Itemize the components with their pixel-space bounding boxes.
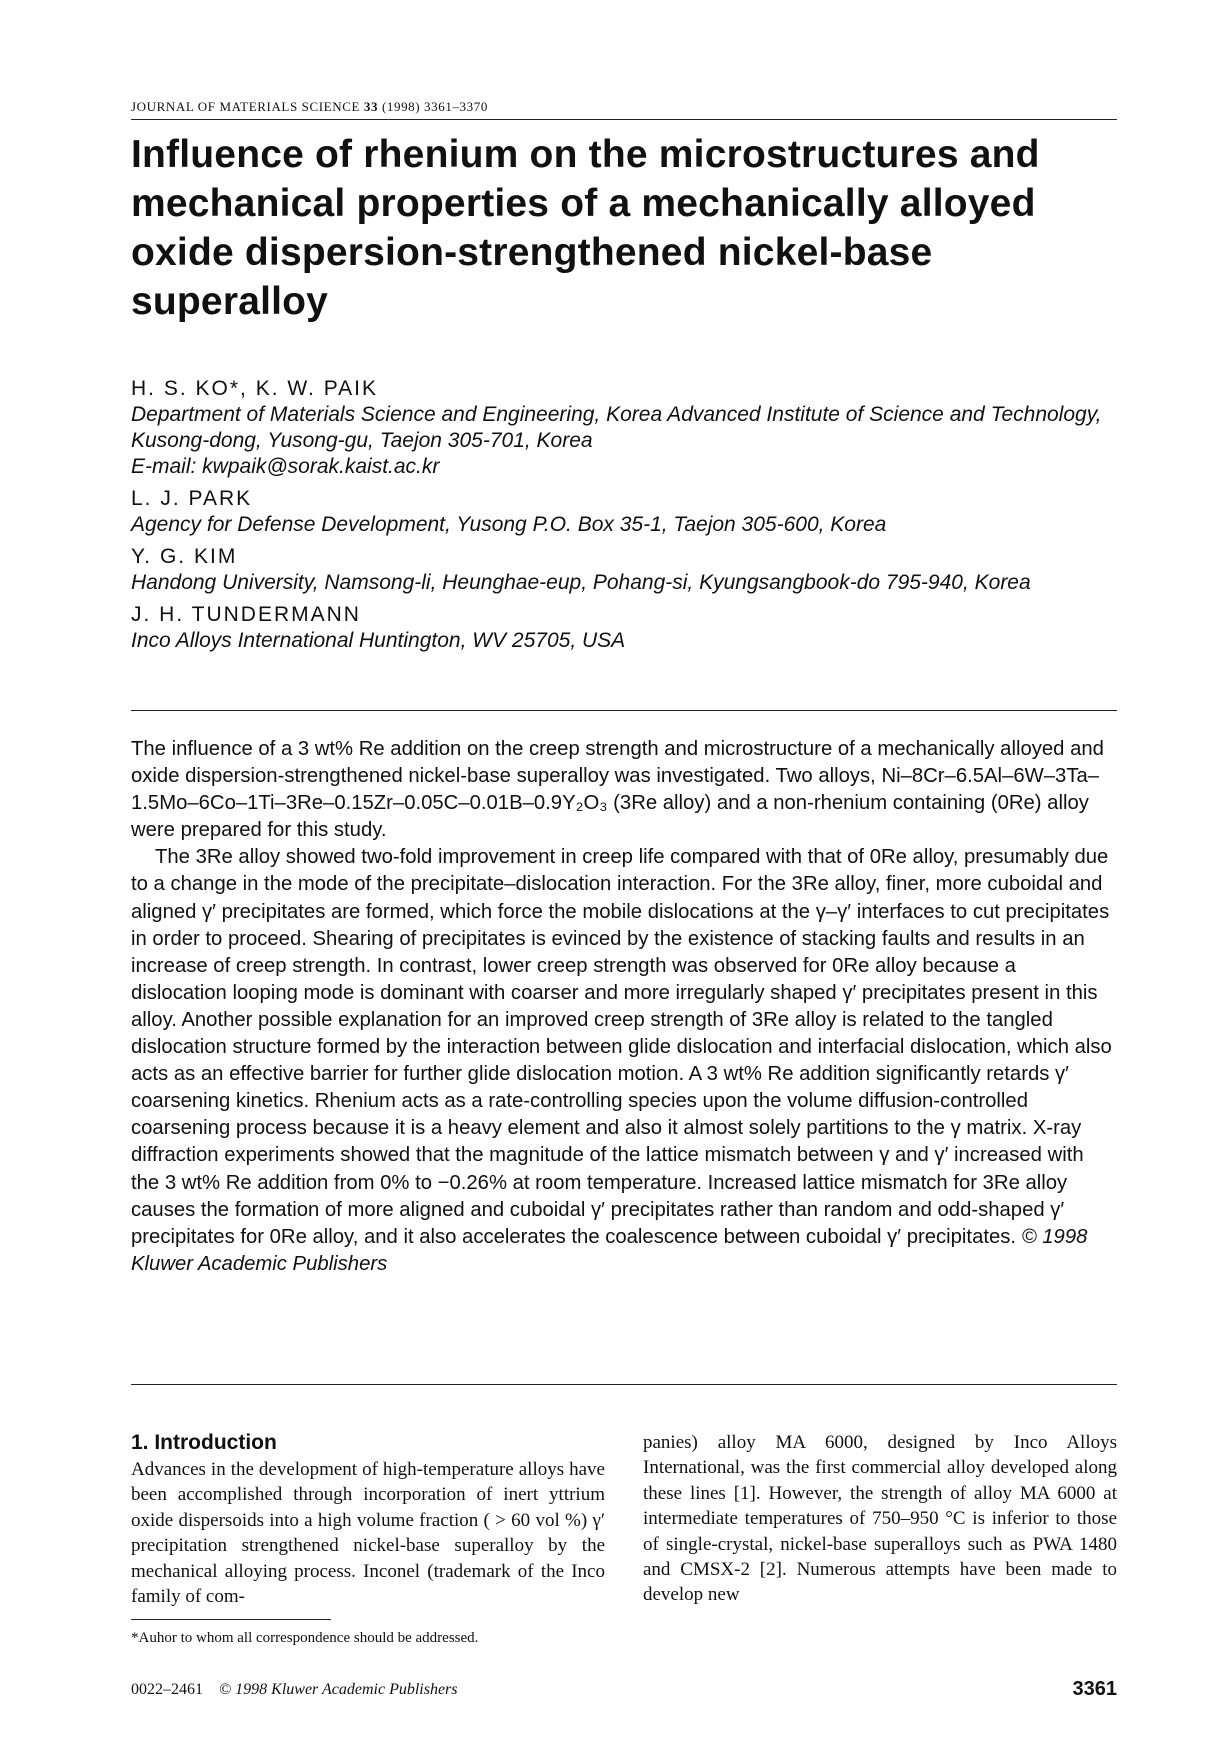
author-affiliation: Department of Materials Science and Engineering, Korea Advanced Institute of Science and Technology, Kusong-dong, Yusong-gu, Taejon 305-701, Korea xyxy=(131,403,1102,452)
left-column xyxy=(131,1430,605,1609)
author-name: H. S. KO*, K. W. PAIK xyxy=(131,377,378,400)
intro-text-right: panies) alloy MA 6000, designed by Inco Alloys International, was the first commercial alloy developed along these lines [1]. However, the strength of alloy MA 6000 at intermediate temperatures of 750–950 °C is inferior to those of single-crystal, nickel-base superalloys such as PWA 1480 and CMSX-2 [2]. Numerous attempts have been made to develop new xyxy=(643,1432,1117,1606)
abstract-copyright: © 1998 Kluwer Academic Publishers xyxy=(131,1225,1088,1275)
author-block xyxy=(131,486,1117,538)
footnote: *Auhor to whom all correspondence should be addressed. xyxy=(131,1630,479,1646)
author-name: Y. G. KIM xyxy=(131,545,238,568)
author-list xyxy=(131,376,1117,660)
journal-year-pages: (1998) 3361–3370 xyxy=(381,99,488,114)
journal-header xyxy=(131,99,488,115)
abstract-paragraph-2 xyxy=(131,844,1117,1278)
abstract xyxy=(131,736,1117,1278)
footnote-rule xyxy=(131,1619,331,1620)
page-number: 3361 xyxy=(1072,1678,1117,1700)
header-rule xyxy=(131,119,1117,120)
abstract-top-rule xyxy=(131,710,1117,711)
author-affiliation: Handong University, Namsong-li, Heunghae-eup, Pohang-si, Kyungsangbook-do 795-940, Korea xyxy=(131,571,1031,594)
author-email: E-mail: kwpaik@sorak.kaist.ac.kr xyxy=(131,455,440,478)
journal-name: JOURNAL OF MATERIALS SCIENCE xyxy=(131,99,361,114)
author-name: L. J. PARK xyxy=(131,487,253,510)
paper-title: Influence of rhenium on the microstructures and mechanical properties of a mechanically alloyed oxide dispersion-strengthened nickel-base superalloy xyxy=(131,133,1040,323)
abstract-paragraph-1: The influence of a 3 wt% Re addition on the creep strength and microstructure of a mechanically alloyed and oxide dispersion-strengthened nickel-base superalloy was investigated. Two alloys, Ni–8Cr–6.5Al–6W–3Ta–1.5Mo–6Co–1Ti–3Re–0.15Zr–0.05C–0.01B–0.9Y₂O₃ (3Re alloy) and a non-rhenium containing (0Re) alloy were prepared for this study. xyxy=(131,738,1104,842)
footer-issn: 0022–2461 xyxy=(131,1681,203,1698)
right-column xyxy=(643,1430,1117,1608)
author-name: J. H. TUNDERMANN xyxy=(131,603,361,626)
abstract-paragraph-2-text: The 3Re alloy showed two-fold improvement in creep life compared with that of 0Re alloy, presumably due to a change in the mode of the precipitate–dislocation interaction. For the 3Re alloy, finer, more cuboidal and aligned γ′ precipitates are formed, which force the mobile dislocations at the γ–γ′ interfaces to cut precipitates in order to proceed. Shearing of precipitates is evinced by the existence of stacking faults and results in an increase of creep strength. In contrast, lower creep strength was observed for 0Re alloy because a dislocation looping mode is dominant with coarser and more irregularly shaped γ′ precipitates present in this alloy. Another possible explanation for an improved creep strength of 3Re alloy is related to the tangled dislocation structure formed by the interaction between glide dislocation and interfacial dislocation, which also acts as an effective barrier for further glide dislocation motion. A 3 wt% Re addition significantly retards γ′ coarsening kinetics. Rhenium acts as a rate-controlling species upon the volume diffusion-controlled coarsening process because it is a heavy element and also it almost solely partitions to the γ matrix. X-ray diffraction experiments showed that the magnitude of the lattice mismatch between γ and γ′ increased with the 3 wt% Re addition from 0% to −0.26% at room temperature. Increased lattice mismatch for 3Re alloy causes the formation of more aligned and cuboidal γ′ precipitates rather than random and odd-shaped γ′ precipitates for 0Re alloy, and it also accelerates the coalescence between cuboidal γ′ precipitates. xyxy=(131,846,1112,1248)
author-affiliation: Inco Alloys International Huntington, WV 25705, USA xyxy=(131,629,626,652)
author-block xyxy=(131,376,1117,480)
intro-text-left: Advances in the development of high-temperature alloys have been accomplished through incorporation of inert yttrium oxide dispersoids into a high volume fraction ( > 60 vol %) γ′ precipitation strengthened nickel-base superalloy by the mechanical alloying process. Inconel (trademark of the Inco family of com- xyxy=(131,1459,605,1608)
footer-copyright: © 1998 Kluwer Academic Publishers xyxy=(219,1681,458,1698)
footer-citation xyxy=(131,1681,458,1699)
author-block xyxy=(131,602,1117,654)
author-block xyxy=(131,544,1117,596)
section-heading: 1. Introduction xyxy=(131,1431,277,1454)
journal-volume: 33 xyxy=(363,99,379,114)
abstract-bottom-rule xyxy=(131,1384,1117,1385)
author-affiliation: Agency for Defense Development, Yusong P.O. Box 35-1, Taejon 305-600, Korea xyxy=(131,513,887,536)
